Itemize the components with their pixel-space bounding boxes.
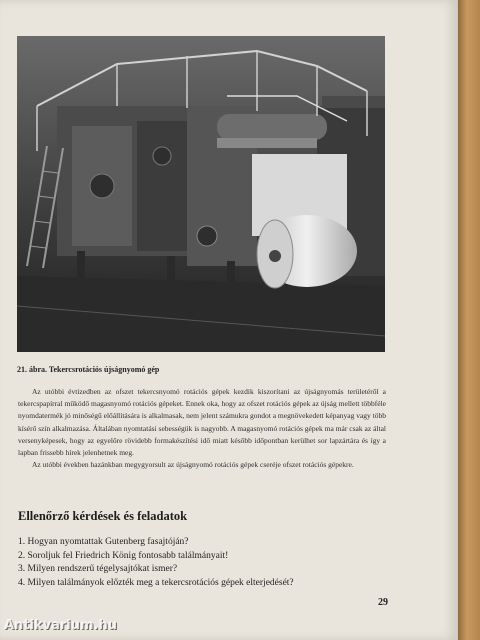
list-item: 2. Soroljuk fel Friedrich König fontosabb találmányait!: [18, 550, 229, 561]
body-text: [18, 386, 386, 471]
book-spine: [458, 0, 480, 640]
press-photo: [17, 36, 385, 352]
list-item: 4. Milyen találmányok előzték meg a tekercsrotációs gépek elterjedését?: [18, 577, 294, 588]
question-list: [18, 536, 294, 590]
paragraph: Az utóbbi évtizedben az ofszet tekercsnyomó rotációs gépek kezdik kiszorítani az újságnyomás területéről a tekercspapírral működő magasnyomó rotációs gépeket. Ennek oka, hogy az ofszet rotációs gépek az újság mellett többféle nyomdatermék jó minőségű előállítására is alkalmasak, nem jelent számukra gondot a megnövekedett képanyag vagy több kísérő szín alkalmazása. Általában nyomtatási sebességük is nagyobb. A magasnyomó rotációs gépek ma már csak az által versenyképesek, hogy az egyelőre rövidebb formakészítési idő miatt később időpontban kerülhet sor lapzártára és így a lapban frissebb hírek jelenhetnek meg.: [18, 387, 387, 458]
watermark: Antikvarium.hu: [4, 618, 117, 633]
figure-caption: 21. ábra. Tekercsrotációs újságnyomó gép: [17, 365, 160, 374]
paragraph: Az utóbbi években hazánkban megygyorsult az újságnyomó rotációs gépek cseréje ofszet rotációs gépekre.: [32, 460, 354, 470]
rotary-press-illustration: [17, 36, 385, 352]
page-number: 29: [378, 597, 388, 608]
list-item: 1. Hogyan nyomtattak Gutenberg fasajtóján?: [18, 537, 189, 547]
list-item: 3. Milyen rendszerű tégelysajtókat ismer?: [18, 564, 178, 575]
section-heading: Ellenőrző kérdések és feladatok: [18, 509, 188, 523]
